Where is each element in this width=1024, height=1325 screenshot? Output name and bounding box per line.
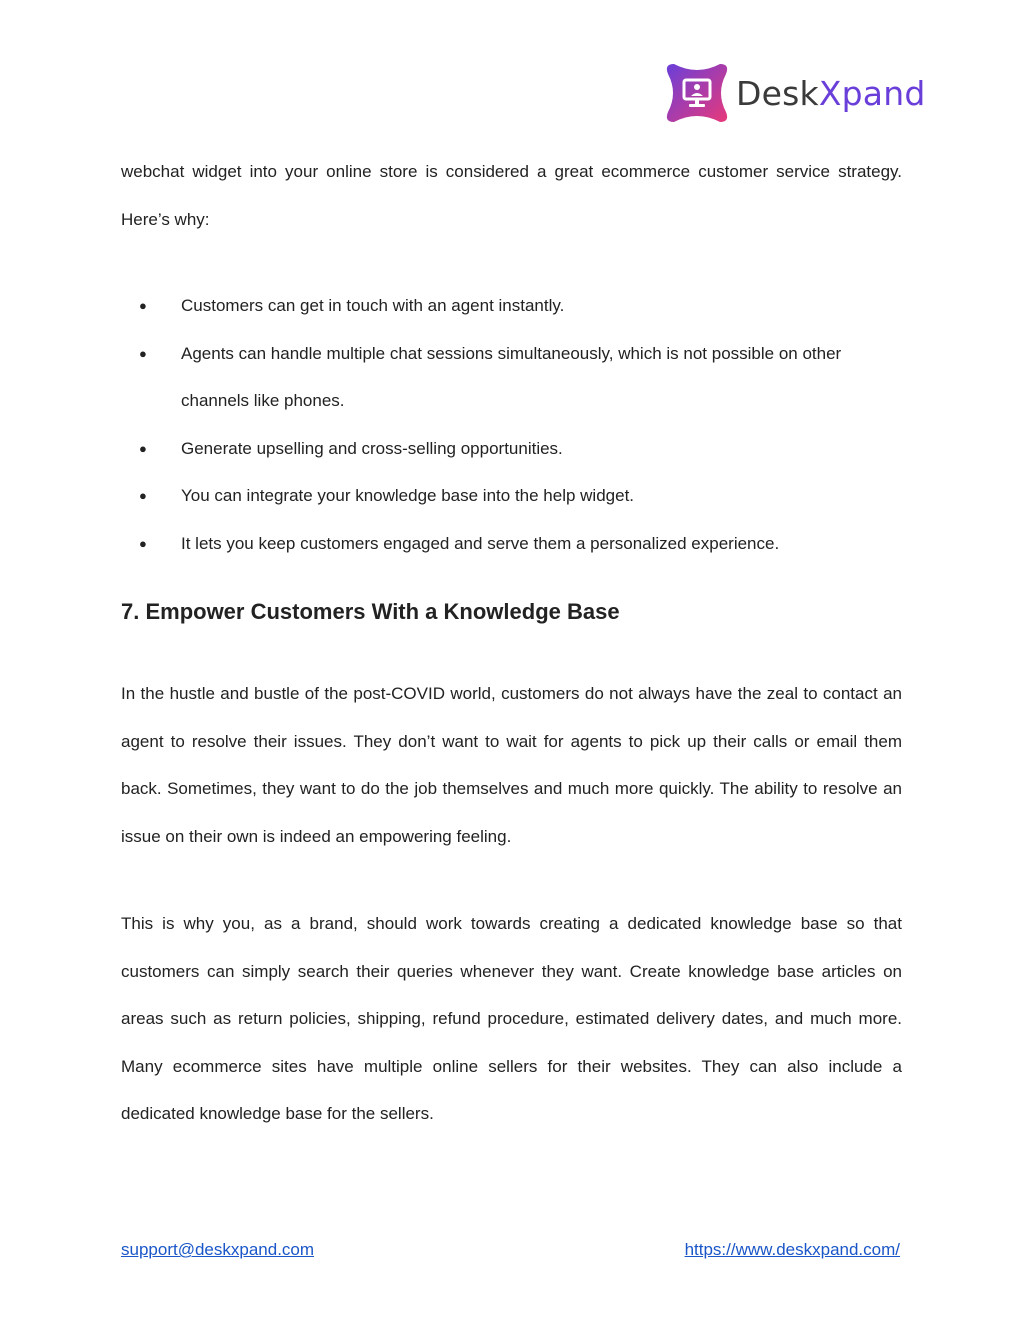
knowledge-base-paragraph-1: In the hustle and bustle of the post-COVID world, customers do not always have the zeal to contact an agent to resolve their issues. They don’t want to wait for agents to pick up their calls or email them back. Sometimes, they want to do the job themselves and much more quickly. The ability to resolve an issue on their own is indeed an empowering feeling. xyxy=(121,684,902,846)
knowledge-base-paragraph-2: This is why you, as a brand, should work towards creating a dedicated knowledge base so that customers can simply search their queries whenever they want. Create knowledge base articles on areas such as return policies, shipping, refund procedure, estimated delivery dates, and much more. Many ecommerce sites have multiple online sellers for their websites. They can also include a dedicated knowledge base for the sellers. xyxy=(121,914,902,1123)
benefits-list xyxy=(121,282,902,567)
intro-paragraph: webchat widget into your online store is considered a great ecommerce customer service strategy. Here’s why: xyxy=(121,162,902,229)
list-item-text: Customers can get in touch with an agent instantly. xyxy=(181,296,565,315)
bullet-icon: ● xyxy=(139,298,147,313)
bullet-icon: ● xyxy=(139,535,147,551)
list-item-text: You can integrate your knowledge base into the help widget. xyxy=(181,486,635,505)
brand-logo xyxy=(664,60,925,126)
website-link[interactable]: https://www.deskxpand.com/ xyxy=(684,1240,900,1259)
brand-name-part1: Desk xyxy=(736,73,819,113)
bullet-icon: ● xyxy=(139,488,147,503)
bullet-icon: ● xyxy=(139,440,147,456)
monitor-badge-icon xyxy=(664,60,730,126)
brand-name xyxy=(736,73,926,113)
brand-name-part2: Xpand xyxy=(818,73,926,113)
list-item xyxy=(121,520,902,568)
list-item-text: It lets you keep customers engaged and serve them a personalized experience. xyxy=(181,533,780,553)
list-item-text: Generate upselling and cross-selling opportunities. xyxy=(181,438,563,458)
list-item xyxy=(121,425,902,473)
section-heading: 7. Empower Customers With a Knowledge Base xyxy=(121,599,620,624)
list-item xyxy=(121,282,902,330)
list-item xyxy=(121,330,902,425)
list-item xyxy=(121,472,902,520)
bullet-icon: ● xyxy=(139,345,147,361)
support-email-link[interactable]: support@deskxpand.com xyxy=(121,1240,315,1259)
list-item-text: Agents can handle multiple chat sessions simultaneously, which is not possible on other channels like phones. xyxy=(181,343,842,410)
